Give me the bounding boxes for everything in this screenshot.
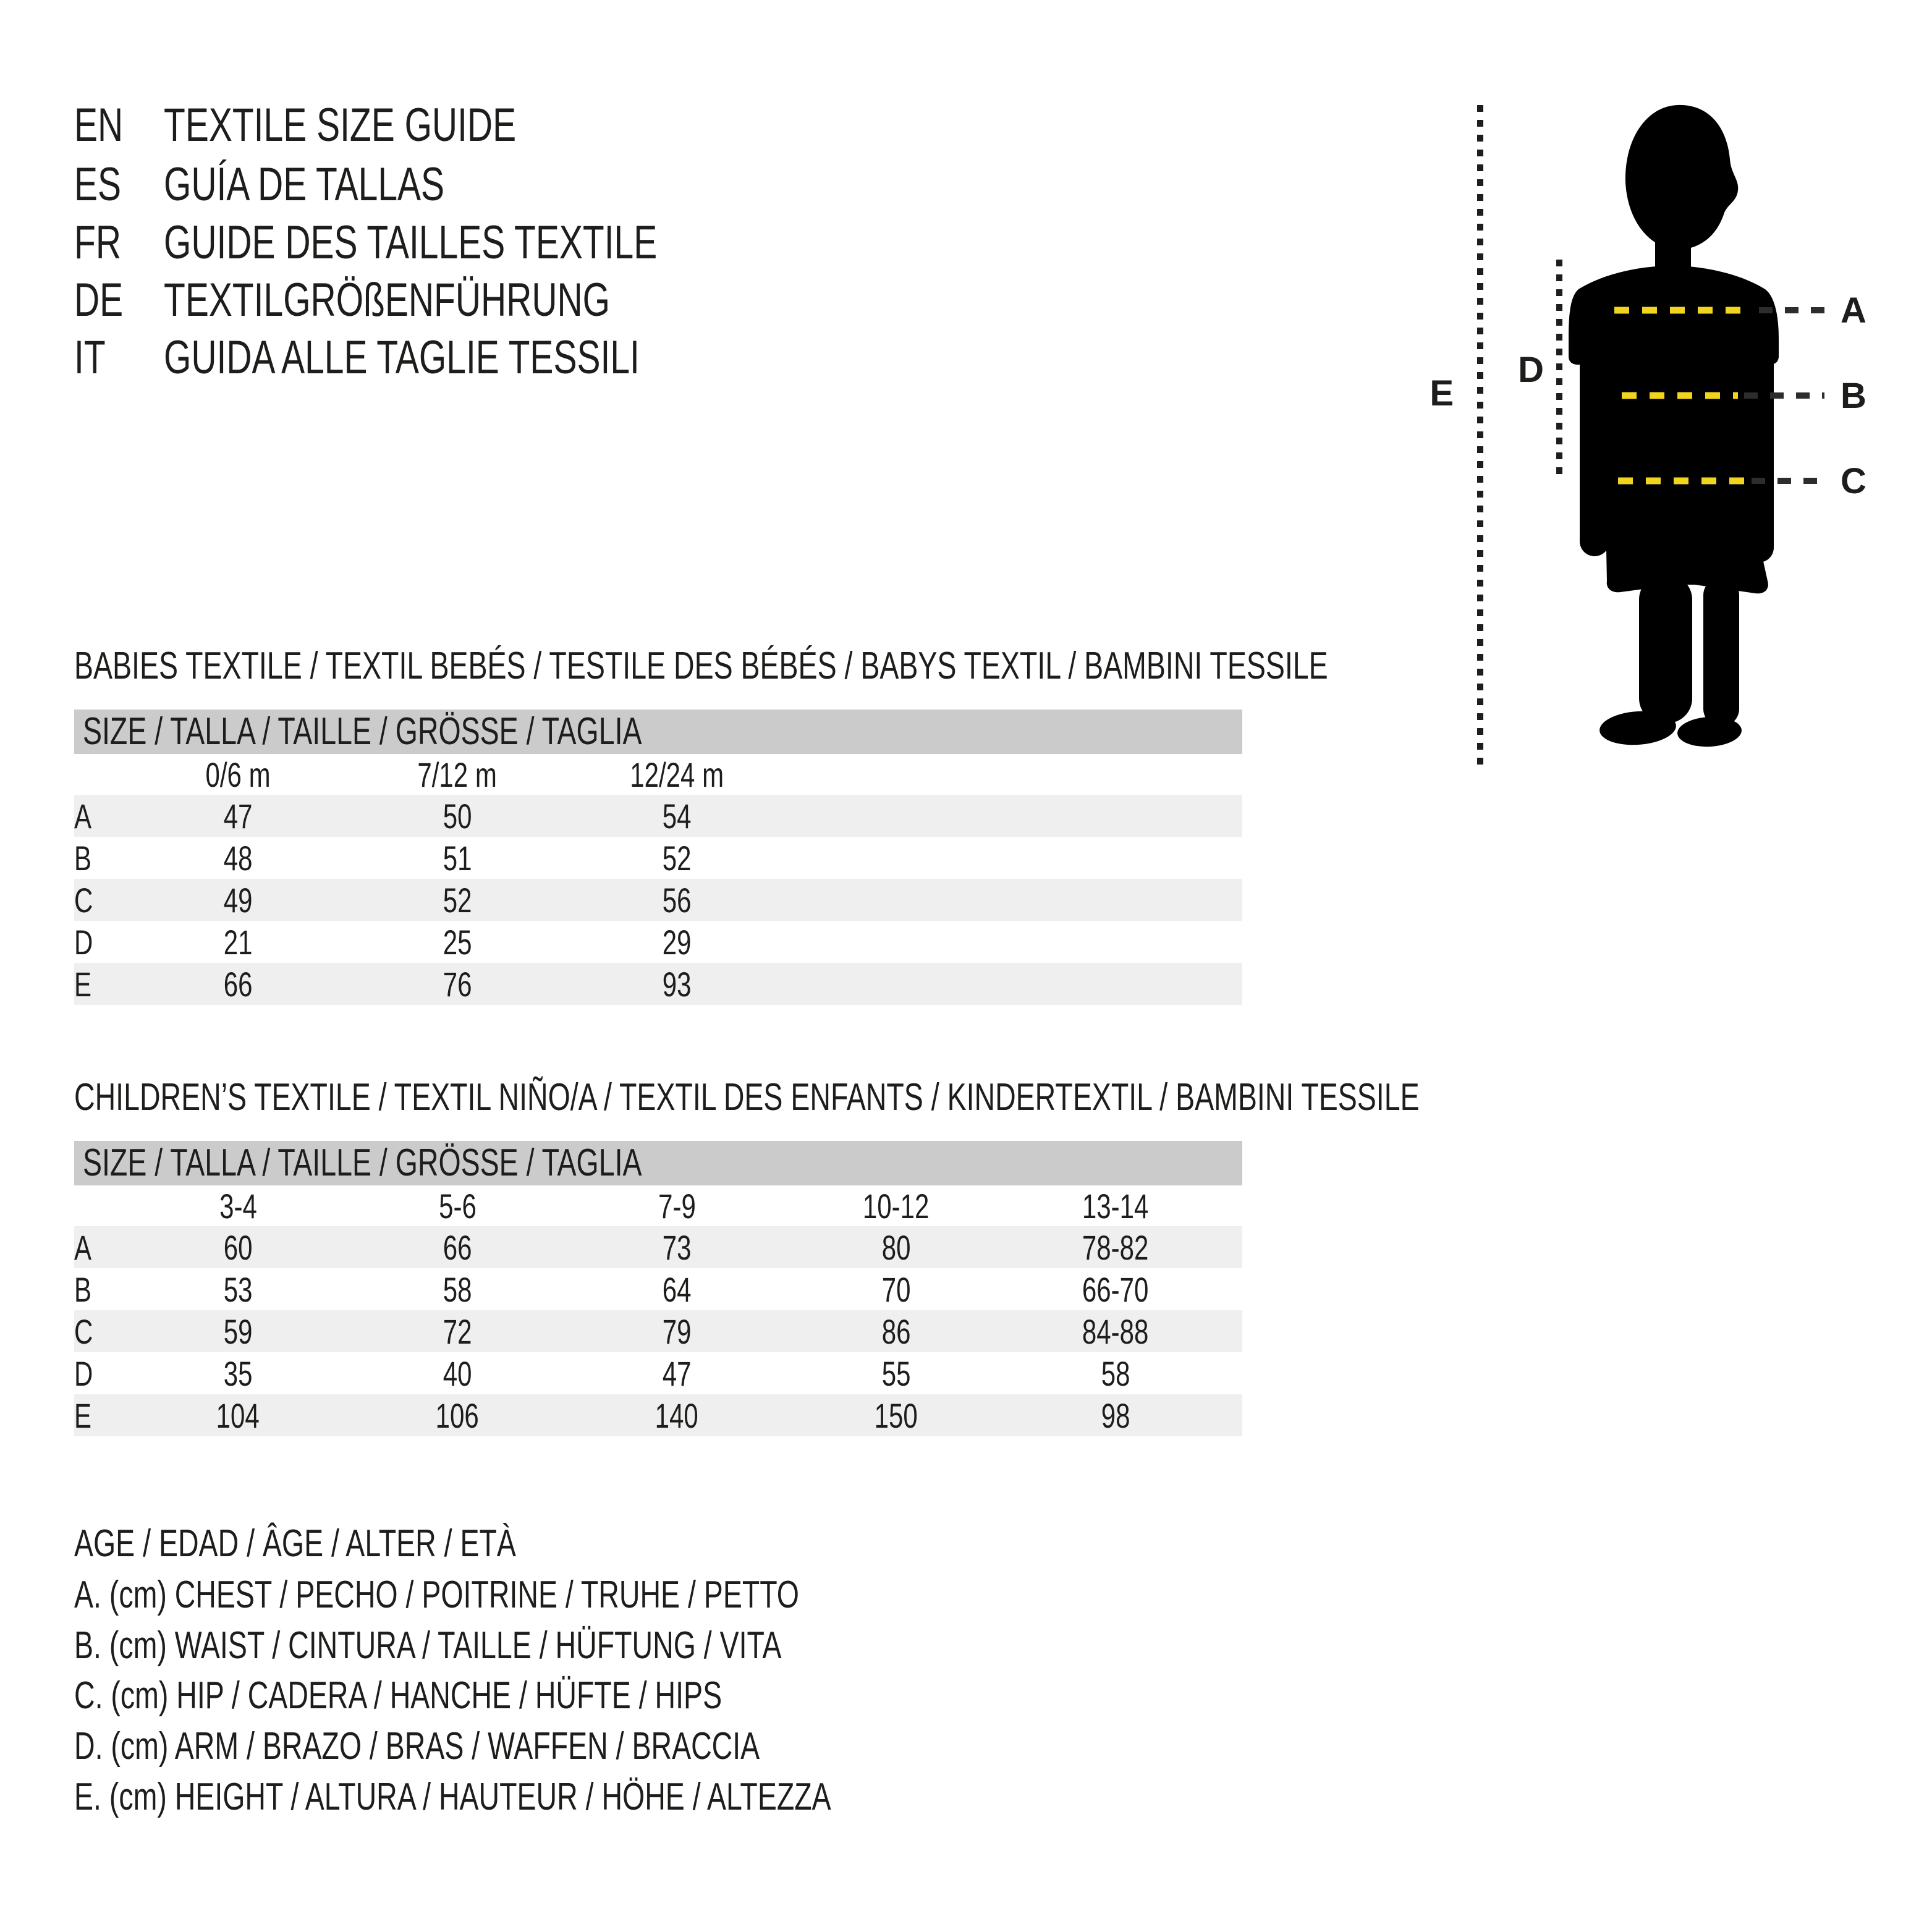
table-cell: 98 xyxy=(1101,1396,1130,1435)
table-cell: 47 xyxy=(223,796,253,836)
table-cell: 49 xyxy=(223,880,253,920)
babies-section-title: BABIES TEXTILE / TEXTIL BEBÉS / TESTILE DES BÉBÉS / BABYS TEXTIL / BAMBINI TESSILE xyxy=(74,645,1328,687)
babies-col-header-2: 12/24 m xyxy=(630,755,724,794)
table-cell: 21 xyxy=(223,922,253,962)
row-label-d: D xyxy=(74,922,93,962)
table-cell: 35 xyxy=(223,1354,253,1393)
table-cell: 40 xyxy=(443,1354,472,1393)
figure-label-height-e: E xyxy=(1430,373,1454,413)
table-row xyxy=(74,879,1242,921)
table-cell: 80 xyxy=(881,1227,911,1267)
silhouette-neck xyxy=(1655,229,1691,272)
lang-title-fr: GUIDE DES TAILLES TEXTILE xyxy=(164,216,658,269)
lang-title-de: TEXTILGRÖßENFÜHRUNG xyxy=(164,274,611,326)
table-cell: 66-70 xyxy=(1082,1269,1149,1309)
lang-code-de: DE xyxy=(74,274,124,326)
lang-code-fr: FR xyxy=(74,216,121,269)
table-cell: 58 xyxy=(443,1269,472,1309)
table-cell: 53 xyxy=(223,1269,253,1309)
children-col-header-0: 3-4 xyxy=(219,1186,257,1226)
legend-arm-line: D. (cm) ARM / BRAZO / BRAS / WAFFEN / BRACCIA xyxy=(74,1725,760,1768)
table-row xyxy=(74,921,1242,963)
children-column-header-row xyxy=(74,1185,1242,1226)
row-label-c: C xyxy=(74,1311,93,1351)
babies-col-header-1: 7/12 m xyxy=(417,755,498,794)
children-col-header-2: 7-9 xyxy=(658,1186,696,1226)
row-label-a: A xyxy=(74,796,92,836)
babies-col-header-0: 0/6 m xyxy=(205,755,271,794)
table-cell: 51 xyxy=(443,838,472,878)
table-cell: 93 xyxy=(662,964,692,1004)
lang-code-es: ES xyxy=(74,158,122,211)
table-row xyxy=(74,1310,1242,1352)
children-section-title-row xyxy=(74,1074,1868,1121)
table-cell: 56 xyxy=(662,880,692,920)
children-table xyxy=(74,1185,1242,1436)
row-label-b: B xyxy=(74,1269,92,1309)
children-col-header-1: 5-6 xyxy=(438,1186,477,1226)
row-label-e: E xyxy=(74,964,92,1004)
lang-title-es: GUÍA DE TALLAS xyxy=(164,158,445,211)
table-row xyxy=(74,1226,1242,1268)
table-cell: 66 xyxy=(223,964,253,1004)
children-size-header-bar xyxy=(74,1141,1242,1185)
lang-code-en: EN xyxy=(74,99,124,151)
lang-code-it: IT xyxy=(74,331,106,384)
table-cell: 70 xyxy=(881,1269,911,1309)
table-row xyxy=(74,1352,1242,1394)
row-label-c: C xyxy=(74,880,93,920)
silhouette-shorts xyxy=(1606,519,1768,593)
table-cell: 52 xyxy=(443,880,472,920)
table-cell: 47 xyxy=(662,1354,692,1393)
table-cell: 79 xyxy=(662,1311,692,1351)
figure-label-hip-c: C xyxy=(1841,461,1866,501)
children-size-header-label: SIZE / TALLA / TAILLE / GRÖSSE / TAGLIA xyxy=(83,1142,642,1184)
table-row xyxy=(74,795,1242,837)
table-row xyxy=(74,1268,1242,1310)
table-cell: 72 xyxy=(443,1311,472,1351)
row-label-d: D xyxy=(74,1354,93,1393)
table-cell: 54 xyxy=(662,796,692,836)
table-cell: 55 xyxy=(881,1354,911,1393)
babies-size-header-bar xyxy=(74,710,1242,754)
table-row xyxy=(74,837,1242,879)
table-row xyxy=(74,1394,1242,1436)
table-cell: 66 xyxy=(443,1227,472,1267)
children-section-title: CHILDREN’S TEXTILE / TEXTIL NIÑO/A / TEXTIL DES ENFANTS / KINDERTEXTIL / BAMBINI TESSILE xyxy=(74,1076,1420,1119)
lang-title-en: TEXTILE SIZE GUIDE xyxy=(164,99,517,151)
silhouette-head xyxy=(1625,105,1738,250)
babies-size-header-label: SIZE / TALLA / TAILLE / GRÖSSE / TAGLIA xyxy=(83,710,642,753)
table-cell: 50 xyxy=(443,796,472,836)
babies-section-title-row xyxy=(74,643,1746,690)
measurement-figure xyxy=(1397,87,1932,803)
table-cell: 25 xyxy=(443,922,472,962)
row-label-b: B xyxy=(74,838,92,878)
table-cell: 29 xyxy=(662,922,692,962)
children-col-header-4: 13-14 xyxy=(1082,1186,1149,1226)
table-cell: 73 xyxy=(662,1227,692,1267)
row-label-e: E xyxy=(74,1396,92,1435)
table-cell: 48 xyxy=(223,838,253,878)
table-cell: 58 xyxy=(1101,1354,1130,1393)
table-cell: 150 xyxy=(874,1396,918,1435)
figure-label-arm-d: D xyxy=(1518,350,1544,390)
figure-label-chest-a: A xyxy=(1841,290,1866,331)
lang-title-it: GUIDA ALLE TAGLIE TESSILI xyxy=(164,331,640,384)
table-cell: 104 xyxy=(216,1396,260,1435)
table-cell: 84-88 xyxy=(1082,1311,1149,1351)
legend-age-line: AGE / EDAD / ÂGE / ALTER / ETÀ xyxy=(74,1522,516,1565)
babies-column-header-row xyxy=(74,754,1242,795)
table-cell: 140 xyxy=(655,1396,699,1435)
table-cell: 86 xyxy=(881,1311,911,1351)
row-label-a: A xyxy=(74,1227,92,1267)
table-cell: 106 xyxy=(435,1396,480,1435)
table-cell: 76 xyxy=(443,964,472,1004)
table-cell: 60 xyxy=(223,1227,253,1267)
legend-waist-line: B. (cm) WAIST / CINTURA / TAILLE / HÜFTUNG / VITA xyxy=(74,1624,782,1667)
babies-table xyxy=(74,754,1242,1005)
silhouette-left-arm xyxy=(1580,346,1609,556)
table-row xyxy=(74,963,1242,1005)
table-cell: 78-82 xyxy=(1082,1227,1149,1267)
legend-hip-line: C. (cm) HIP / CADERA / HANCHE / HÜFTE / HIPS xyxy=(74,1674,722,1717)
table-cell: 52 xyxy=(662,838,692,878)
table-cell: 59 xyxy=(223,1311,253,1351)
figure-label-waist-b: B xyxy=(1841,376,1866,416)
legend-height-line: E. (cm) HEIGHT / ALTURA / HAUTEUR / HÖHE / ALTEZZA xyxy=(74,1776,831,1818)
legend-chest-line: A. (cm) CHEST / PECHO / POITRINE / TRUHE / PETTO xyxy=(74,1574,799,1616)
children-col-header-3: 10-12 xyxy=(863,1186,930,1226)
table-cell: 64 xyxy=(662,1269,692,1309)
